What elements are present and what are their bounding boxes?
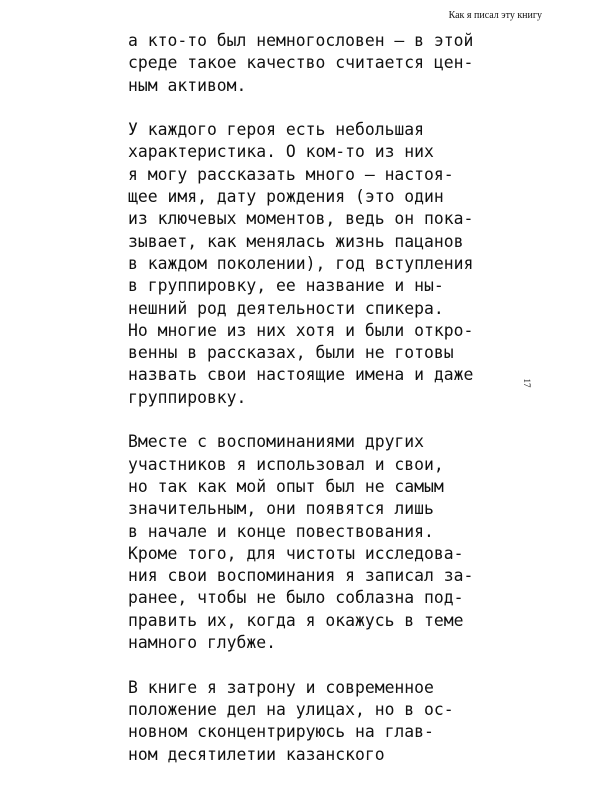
paragraph-2 xyxy=(128,119,513,409)
text-line: ным активом. xyxy=(128,75,247,95)
text-line: щее имя, дату рождения (это один xyxy=(128,187,444,207)
text-line: Но многие из них хотя и были откро- xyxy=(128,320,474,340)
text-line: группировку. xyxy=(128,387,247,407)
paragraph-4 xyxy=(128,677,513,766)
text-line: нешний род деятельности спикера. xyxy=(128,298,444,318)
text-line: в группировку, ее название и ны- xyxy=(128,276,444,296)
paragraph-3 xyxy=(128,431,513,654)
body-text xyxy=(128,30,513,788)
text-line: характеристика. О ком-то из них xyxy=(128,142,434,162)
text-line: но так как мой опыт был не самым xyxy=(128,476,444,496)
text-line: среде такое качество считается цен- xyxy=(128,53,474,73)
text-line: намного глубже. xyxy=(128,633,277,653)
text-line: Кроме того, для чистоты исследова- xyxy=(128,543,464,563)
text-line: зывает, как менялась жизнь пацанов xyxy=(128,231,464,251)
text-line: У каждого героя есть небольшая xyxy=(128,120,425,140)
text-line: В книге я затрону и современное xyxy=(128,677,434,697)
text-line: из ключевых моментов, ведь он пока- xyxy=(128,209,474,229)
text-line: в каждом поколении), год вступления xyxy=(128,253,474,273)
text-line: ранее, чтобы не было соблазна под- xyxy=(128,588,464,608)
text-line: Вместе с воспоминаниями других xyxy=(128,432,425,452)
text-line: новном сконцентрируюсь на глав- xyxy=(128,722,434,742)
text-line: назвать свои настоящие имена и даже xyxy=(128,365,474,385)
text-line: я могу рассказать много — настоя- xyxy=(128,164,454,184)
text-line: значительным, они появятся лишь xyxy=(128,499,434,519)
text-line: в начале и конце повествования. xyxy=(128,521,434,541)
text-line: участников я использовал и свои, xyxy=(128,454,444,474)
text-line: а кто-то был немногословен — в этой xyxy=(128,31,474,50)
text-line: положение дел на улицах, но в ос- xyxy=(128,699,454,719)
text-line: править их, когда я окажусь в теме xyxy=(128,610,464,630)
page-number: 17 xyxy=(522,378,532,388)
paragraph-1 xyxy=(128,30,513,97)
text-line: ном десятилетии казанского xyxy=(128,744,385,764)
text-line: венны в рассказах, были не готовы xyxy=(128,343,454,363)
running-head: Как я писал эту книгу xyxy=(448,10,542,21)
text-line: ния свои воспоминания я записал за- xyxy=(128,566,474,586)
